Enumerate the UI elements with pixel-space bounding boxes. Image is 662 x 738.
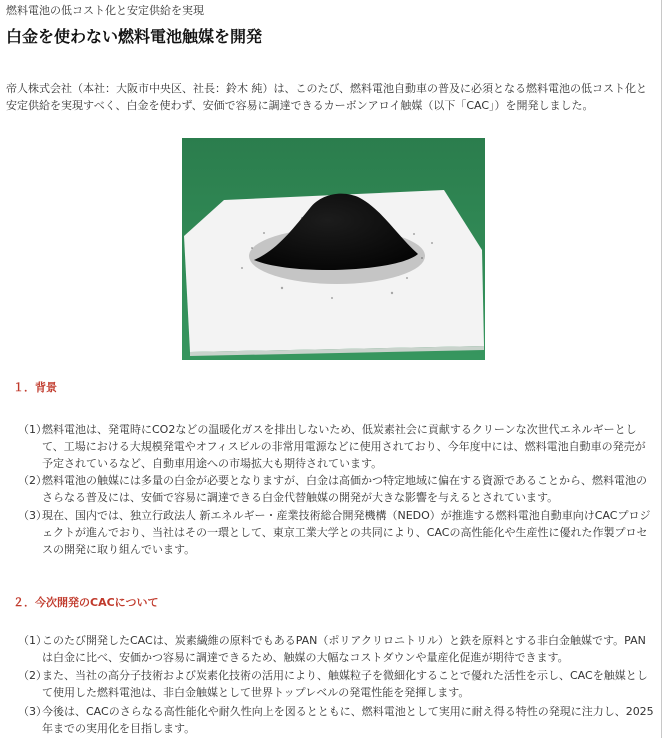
item-number: （3）	[18, 509, 47, 522]
item-number: （1）	[18, 634, 47, 647]
background-item-1	[18, 421, 654, 472]
item-text: 現在、国内では、独立行政法人 新エネルギー・産業技術総合開発機構（NEDO）が推進する燃料電池自動車向けCACプロジェクトが進んでおり、当社はその一環として、東京工業大学との共同により、CACの高性能化や生産性に優れた作製プロセスの開発に取り組んでいます。	[42, 509, 651, 556]
item-number: （1）	[18, 423, 47, 436]
item-text: 今後は、CACのさらなる高性能化や耐久性向上を図るとともに、燃料電池として実用に耐え得る特性の発現に注力し、2025年までの実用化を目指します。	[42, 705, 654, 735]
article-kicker: 燃料電池の低コスト化と安定供給を実現	[6, 4, 204, 17]
background-item-3	[18, 507, 654, 558]
catalyst-photo	[182, 138, 485, 360]
item-text: 燃料電池は、発電時にCO2などの温暖化ガスを排出しないため、低炭素社会に貢献するクリーンな次世代エネルギーとして、工場における大規模発電やオフィスビルの非常用電源などに使用されており、今年度中には、燃料電池自動車の発売が予定されているなど、自動車用途への市場拡大も期待されています。	[42, 423, 646, 470]
catalyst-photo-graphic	[182, 138, 485, 360]
item-text: 燃料電池の触媒には多量の白金が必要となりますが、白金は高価かつ特定地域に偏在する資源であることから、燃料電池のさらなる普及には、安価で容易に調達できる白金代替触媒の開発が大きな影響を与えるとされています。	[42, 474, 647, 504]
item-number: （2）	[18, 669, 47, 682]
lead-paragraph: 帝人株式会社（本社：大阪市中央区、社長：鈴木 純）は、このたび、燃料電池自動車の普及に必須となる燃料電池の低コスト化と安定供給を実現すべく、白金を使わず、安価で容易に調達できるカーボンアロイ触媒（以下「CAC」）を開発しました。	[6, 82, 648, 112]
item-number: （2）	[18, 474, 47, 487]
cac-item-3	[18, 703, 654, 737]
item-number: （3）	[18, 705, 47, 718]
cac-item-2	[18, 667, 654, 701]
background-item-2	[18, 472, 654, 506]
item-text: このたび開発したCACは、炭素繊維の原料でもあるPAN（ポリアクリロニトリル）と鉄を原料とする非白金触媒です。PANは白金に比べ、安価かつ容易に調達できるため、触媒の大幅なコストダウンや量産化促進が期待できます。	[42, 634, 646, 664]
article-headline: 白金を使わない燃料電池触媒を開発	[6, 27, 263, 46]
cac-item-1	[18, 632, 654, 666]
section-heading-cac: ２．今次開発のCACについて	[13, 596, 159, 609]
section-heading-background: １．背景	[13, 381, 57, 394]
item-text: また、当社の高分子技術および炭素化技術の活用により、触媒粒子を微細化することで優れた活性を示し、CACを触媒として使用した燃料電池は、非白金触媒として世界トップレベルの発電性能を発揮します。	[42, 669, 648, 699]
